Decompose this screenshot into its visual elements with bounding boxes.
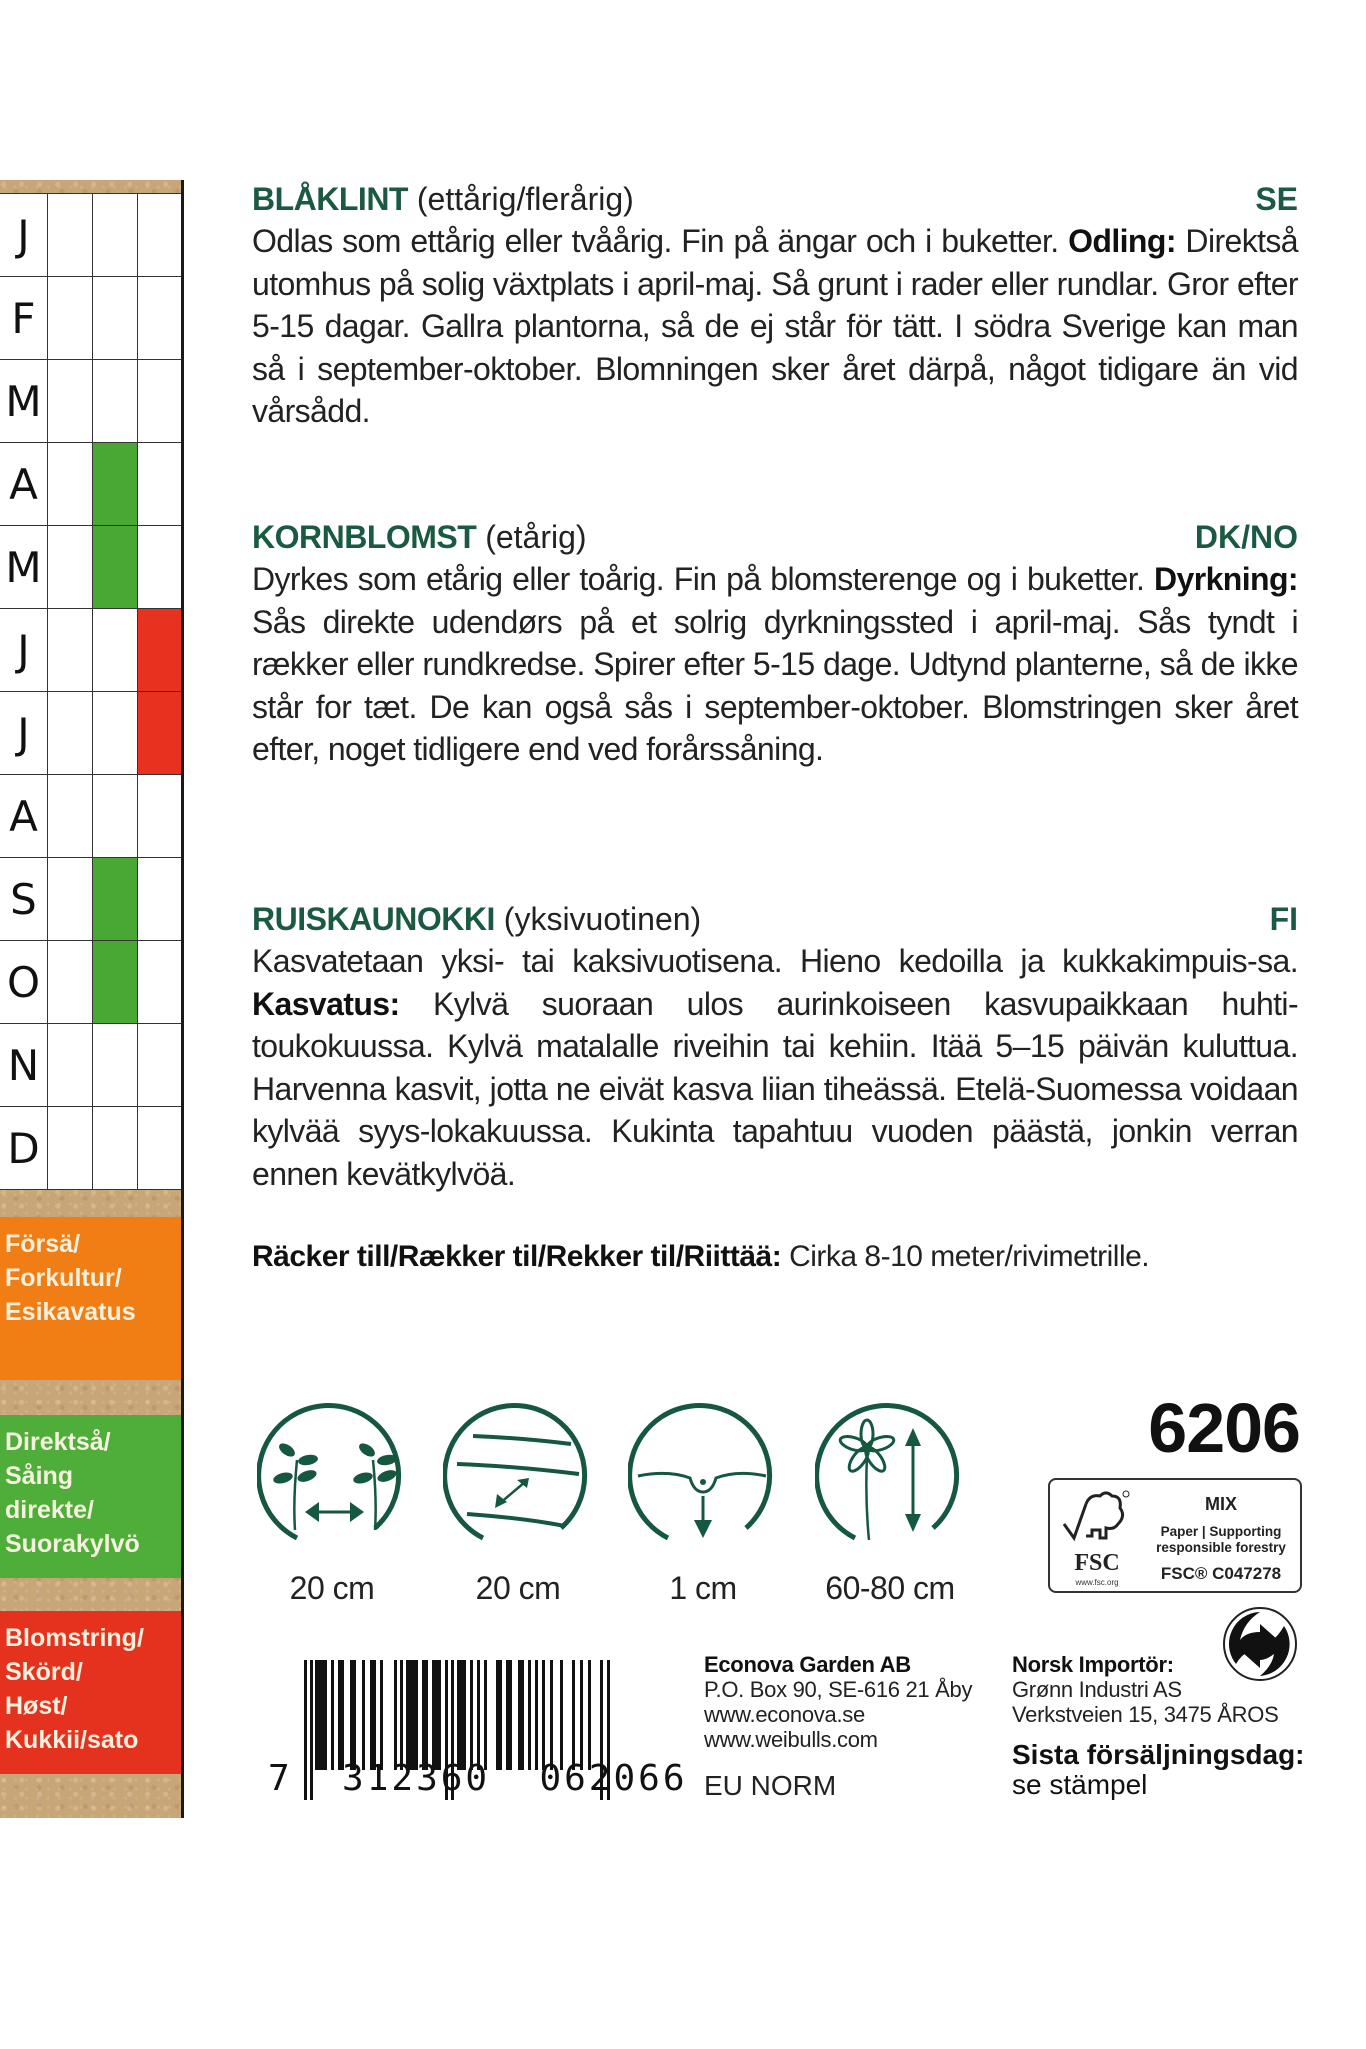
month-label: S (0, 858, 48, 940)
direct-sow-cell (93, 775, 138, 857)
coverage-value: Cirka 8-10 meter/rivimetrille. (781, 1240, 1150, 1273)
direct-sow-cell (93, 609, 138, 691)
body-text: Odlas som ettårig eller tvåårig. Fin på ängar och i buketter. (252, 223, 1069, 259)
month-label: M (0, 360, 48, 442)
plant-spacing-icon (257, 1400, 407, 1550)
direct-sow-cell (93, 277, 138, 359)
barcode-group-2: 062066 (539, 1758, 688, 1799)
month-label: J (0, 194, 48, 276)
legend-line: direkte/ (5, 1496, 94, 1524)
legend-line: Skörd/ (5, 1658, 83, 1686)
fsc-logo (1056, 1486, 1138, 1590)
calendar-row-feb (0, 277, 181, 360)
legend-line: Direktså/ (5, 1428, 111, 1456)
fsc-tree-check-icon (1056, 1486, 1138, 1550)
sowing-depth-icon (628, 1400, 778, 1550)
direct-sow-cell (93, 692, 138, 774)
plant-name: KORNBLOMST (252, 519, 477, 555)
body-text: Direktså utomhus på solig växtplats i april-maj. Så grunt i rader eller rundlar. Gror efter 5-15 dagar. Gallra plantorna, så de ej står för tätt. I södra Sverige kan man så i september-oktober. Blomningen sker året därpå, något tidigare än vid vårsådd. (252, 223, 1298, 429)
fsc-mix: MIX (1204, 1494, 1237, 1514)
presow-cell (48, 692, 93, 774)
month-label: O (0, 941, 48, 1023)
calendar-row-nov (0, 1024, 181, 1107)
body-text: Sås direkte udendørs på et solrig dyrkningssted i april-maj. Sås tyndt i rækker eller rundkredse. Spirer efter 5-15 dage. Udtynd planterne, så de ikke står for tæt. De kan også sås i september-oktober. Blomstringen sker året efter, noget tidligere end ved forårssåning. (252, 603, 1298, 767)
bloom-cell (138, 526, 181, 608)
company-website: www.econova.se (704, 1702, 865, 1727)
plant-height-icon (815, 1400, 965, 1550)
row-spacing-icon (443, 1400, 593, 1550)
calendar-row-jul (0, 692, 181, 775)
legend-line: Kukkii/sato (5, 1726, 139, 1754)
calendar-row-jun (0, 609, 181, 692)
calendar-row-jan (0, 194, 181, 277)
legend-line: Såing (5, 1462, 74, 1490)
month-label: D (0, 1107, 48, 1189)
bloom-cell (138, 360, 181, 442)
legend-line: Høst/ (5, 1692, 68, 1720)
section-title (252, 178, 634, 220)
section-heading (252, 898, 1298, 940)
importer-name: Grønn Industri AS (1012, 1677, 1182, 1702)
calendar-row-dec (0, 1107, 181, 1190)
bloom-cell (138, 277, 181, 359)
language-code: SE (1255, 181, 1298, 217)
month-label: F (0, 277, 48, 359)
bloom-cell (138, 775, 181, 857)
presow-cell (48, 1024, 93, 1106)
month-label: N (0, 1024, 48, 1106)
legend-presow (0, 1217, 181, 1380)
plant-name: BLÅKLINT (252, 181, 408, 217)
icon-label: 20 cm (289, 1570, 375, 1606)
fsc-logo-text: FSC (1074, 1550, 1120, 1576)
company-info (704, 1652, 972, 1752)
company-website: www.weibulls.com (704, 1727, 878, 1752)
calendar-grid (0, 193, 181, 1190)
direct-sow-cell-marked (93, 443, 138, 525)
company-name: Econova Garden AB (704, 1652, 911, 1677)
legend-line: Esikavatus (5, 1298, 136, 1326)
bloom-cell (138, 1024, 181, 1106)
presow-cell (48, 941, 93, 1023)
coverage-info (252, 1237, 1298, 1277)
icon-label: 20 cm (475, 1570, 561, 1606)
direct-sow-cell-marked (93, 941, 138, 1023)
presow-cell (48, 443, 93, 525)
month-label: J (0, 609, 48, 691)
presow-cell (48, 526, 93, 608)
barcode-group-1: 312360 (342, 1758, 491, 1799)
icon-label: 60-80 cm (825, 1570, 955, 1606)
barcode-first-digit: 7 (268, 1758, 293, 1799)
presow-cell (48, 1107, 93, 1189)
calendar-row-apr (0, 443, 181, 526)
presow-cell (48, 360, 93, 442)
plant-spacing (257, 1400, 407, 1607)
icon-label: 1 cm (669, 1570, 737, 1606)
month-label: M (0, 526, 48, 608)
presow-cell (48, 609, 93, 691)
calendar-row-may (0, 526, 181, 609)
plant-type: (ettårig/flerårig) (416, 181, 634, 217)
fsc-desc-line: Paper | Supporting (1160, 1524, 1282, 1539)
sowing-calendar (0, 180, 184, 1818)
importer-title: Norsk Importör: (1012, 1652, 1174, 1677)
body-text: Kasvatetaan yksi- tai kaksivuotisena. Hieno kedoilla ja kukkakimpuis-sa. (252, 943, 1298, 979)
section-body (252, 940, 1298, 1195)
calendar-row-mar (0, 360, 181, 443)
presow-cell (48, 775, 93, 857)
section-heading (252, 178, 1298, 220)
sowing-depth (628, 1400, 778, 1607)
coverage-label: Räcker till/Rækker til/Rekker til/Riittää: (252, 1240, 782, 1273)
presow-cell (48, 277, 93, 359)
importer-address: Verkstveien 15, 3475 ÅROS (1012, 1702, 1279, 1727)
plant-type: (etårig) (485, 519, 587, 555)
bloom-cell-marked (138, 692, 181, 774)
plant-name: RUISKAUNOKKI (252, 901, 495, 937)
fsc-url: www.fsc.org (1075, 1578, 1119, 1587)
section-danish-norwegian (252, 516, 1298, 771)
product-number: 6206 (1148, 1389, 1300, 1467)
section-swedish (252, 178, 1298, 433)
direct-sow-cell (93, 1107, 138, 1189)
bloom-cell (138, 858, 181, 940)
section-body (252, 558, 1298, 771)
sale-date-value: se stämpel (1012, 1769, 1148, 1800)
section-body (252, 220, 1298, 433)
fsc-description (1146, 1524, 1296, 1556)
legend-line: Suorakylvö (5, 1530, 140, 1558)
eu-norm: EU NORM (704, 1770, 837, 1801)
legend-line: Blomstring/ (5, 1624, 144, 1652)
bloom-cell (138, 194, 181, 276)
direct-sow-cell-marked (93, 858, 138, 940)
barcode-number (268, 1758, 688, 1799)
direct-sow-cell (93, 194, 138, 276)
presow-cell (48, 858, 93, 940)
calendar-row-aug (0, 775, 181, 858)
body-bold-label: Kasvatus: (252, 985, 400, 1022)
language-code: FI (1269, 901, 1298, 937)
bloom-cell (138, 443, 181, 525)
calendar-row-sep (0, 858, 181, 941)
month-label: A (0, 443, 48, 525)
presow-cell (48, 194, 93, 276)
month-label: A (0, 775, 48, 857)
direct-sow-cell (93, 1024, 138, 1106)
company-address: P.O. Box 90, SE-616 21 Åby (704, 1677, 973, 1702)
body-text: Kylvä suoraan ulos aurinkoiseen kasvupaikkaan huhti-toukokuussa. Kylvä matalalle riveihin tai kehiin. Itää 5–15 päivän kuluttua. Harvenna kasvit, jotta ne eivät kasva liian tiheässä. Etelä-Suomessa voidaan kylvää syys-lokakuussa. Kukinta tapahtuu vuoden päästä, jonkin verran ennen kevätkylvöä. (252, 985, 1298, 1192)
section-title (252, 516, 587, 558)
month-label: J (0, 692, 48, 774)
plant-height (815, 1400, 965, 1607)
legend-direct-sow (0, 1415, 181, 1578)
language-code: DK/NO (1194, 519, 1298, 555)
section-heading (252, 516, 1298, 558)
fsc-certification-label (1048, 1478, 1302, 1593)
row-spacing (443, 1400, 593, 1607)
plant-type: (yksivuotinen) (503, 901, 702, 937)
direct-sow-cell (93, 360, 138, 442)
section-finnish (252, 898, 1298, 1195)
section-title (252, 898, 701, 940)
legend-bloom-harvest (0, 1611, 181, 1774)
bloom-cell-marked (138, 609, 181, 691)
direct-sow-cell-marked (93, 526, 138, 608)
fsc-code: FSC® C047278 (1160, 1564, 1282, 1583)
fsc-desc-line: responsible forestry (1156, 1540, 1286, 1555)
legend-line: Försä/ (5, 1230, 81, 1258)
last-sale-date (1012, 1740, 1305, 1800)
body-bold-label: Dyrkning: (1154, 561, 1298, 597)
bloom-cell (138, 1107, 181, 1189)
calendar-row-oct (0, 941, 181, 1024)
body-bold-label: Odling: (1068, 223, 1176, 259)
bloom-cell (138, 941, 181, 1023)
body-text: Dyrkes som etårig eller toårig. Fin på blomsterenge og i buketter. (252, 561, 1155, 597)
importer-info (1012, 1652, 1278, 1727)
legend-line: Forkultur/ (5, 1264, 122, 1292)
sale-date-title: Sista försäljningsdag: (1012, 1739, 1305, 1770)
